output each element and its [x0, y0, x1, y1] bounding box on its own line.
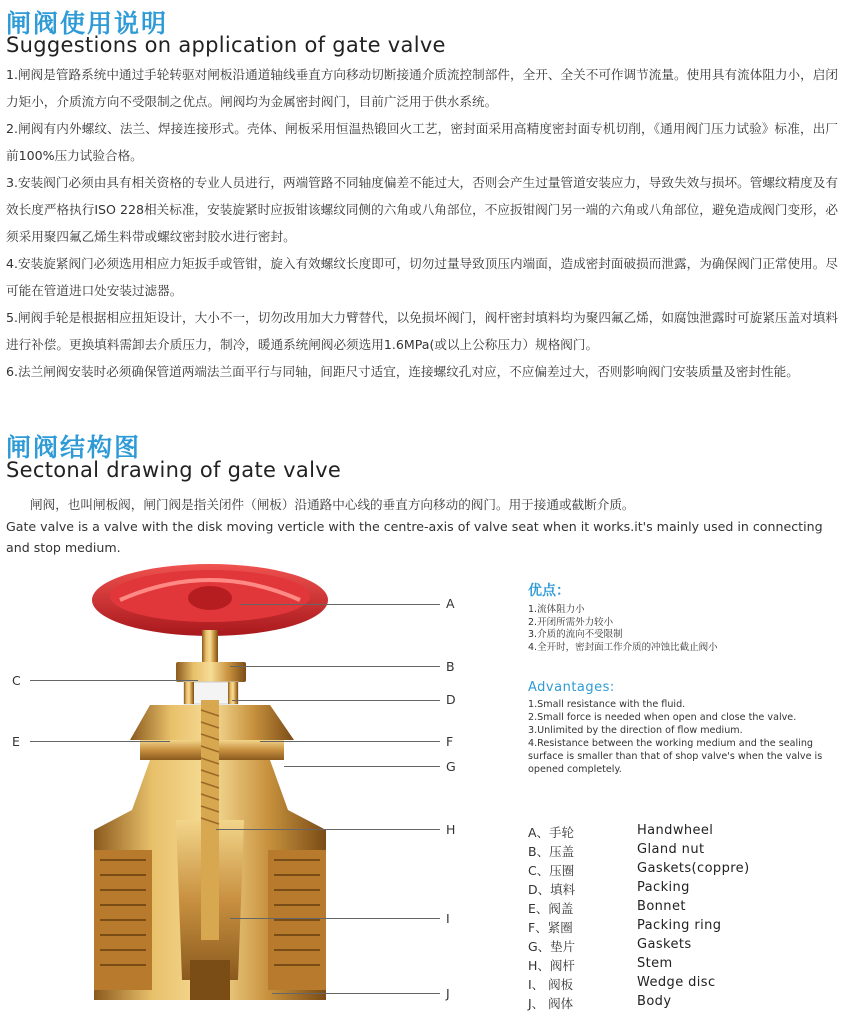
- advantages-title-cn: 优点：: [528, 583, 570, 599]
- advantage-cn-item: 1.流体阻力小: [528, 604, 585, 615]
- advantage-en-item: 4.Resistance between the working medium and the sealing surface is smaller than that of shop valve's when the valve is opened completely.: [528, 738, 823, 775]
- part-cn: F、紧圈: [528, 920, 573, 935]
- section2-title-cn: 闸阀结构图: [6, 433, 142, 462]
- part-cn: J、 阀体: [528, 996, 574, 1011]
- label-g: G: [446, 759, 456, 774]
- part-cn: G、垫片: [528, 939, 576, 954]
- label-a: A: [446, 596, 455, 611]
- part-cn: B、压盖: [528, 844, 575, 859]
- advantage-en-item: 3.Unlimited by the direction of flow medium.: [528, 725, 743, 736]
- handwheel-shape: [92, 564, 328, 636]
- label-d: D: [446, 692, 456, 707]
- part-cn: C、压圈: [528, 863, 575, 878]
- part-cn: H、阀杆: [528, 958, 575, 973]
- part-en: Wedge disc: [637, 975, 716, 990]
- label-b: B: [446, 659, 455, 674]
- part-en: Packing: [637, 880, 690, 895]
- label-i: I: [446, 911, 450, 926]
- advantage-cn-item: 2.开闭所需外力较小: [528, 616, 614, 628]
- part-cn: A、手轮: [528, 825, 575, 840]
- advantage-en-item: 1.Small resistance with the fluid.: [528, 699, 686, 710]
- usage-paragraph-3: 3.安装阀门必须由具有相关资格的专业人员进行，两端管路不同轴度偏差不能过大，否则会产生过量管道安装应力，导致失效与损坏。管螺纹精度及有效长度严格执行ISO 228相关标准，安装旋紧时应扳钳该螺纹同侧的六角或八角部位，不应扳钳阀门另一端的六角或八角部位，避免造成阀门变形，必须采用聚四氟乙烯生料带或螺纹密封胶水进行密封。: [6, 175, 838, 244]
- advantages-title-en: Advantages:: [528, 680, 615, 695]
- label-f: F: [446, 734, 454, 749]
- part-en: Packing ring: [637, 918, 722, 933]
- part-en: Bonnet: [637, 899, 686, 914]
- label-h: H: [446, 822, 456, 837]
- part-cn: I、 阀板: [528, 977, 574, 992]
- section2-title-en: Sectonal drawing of gate valve: [6, 458, 342, 482]
- advantage-cn-item: 4.全开时，密封面工作介质的冲蚀比截止阀小: [528, 641, 718, 653]
- part-en: Stem: [637, 956, 673, 971]
- usage-paragraph-2: 2.闸阀有内外螺纹、法兰、焊接连接形式。壳体、闸板采用恒温热锻回火工艺，密封面采用高精度密封面专机切削，《通用阀门压力试验》标准，出厂前100%压力试验合格。: [6, 121, 838, 163]
- section1-title-en: Suggestions on application of gate valve: [6, 33, 446, 57]
- usage-paragraph-1: 1.闸阀是管路系统中通过手轮转驱对闸板沿通道轴线垂直方向移动切断接通介质流控制部件，全开、全关不可作调节流量。使用具有流体阻力小，启闭力矩小，介质流方向不受限制之优点。闸阀均为金属密封阀门，目前广泛用于供水系统。: [6, 67, 838, 109]
- label-e: E: [12, 734, 20, 749]
- intro-text-en: Gate valve is a valve with the disk moving verticle with the centre-axis of valve seat when it works.it's mainly used in connecting and stop medium.: [6, 519, 823, 555]
- advantage-en-item: 2.Small force is needed when open and close the valve.: [528, 712, 797, 723]
- part-en: Gaskets: [637, 937, 692, 952]
- advantage-cn-item: 3.介质的流向不受限制: [528, 629, 623, 640]
- advantages-list-en: [528, 698, 842, 776]
- part-en: Handwheel: [637, 823, 714, 838]
- section1-title-cn: 闸阀使用说明: [6, 9, 169, 38]
- usage-paragraph-5: 5.闸阀手轮是根据相应扭矩设计，大小不一，切勿改用加大力臂替代，以免损坏阀门，阀杆密封填料均为聚四氟乙烯，如腐蚀泄露时可旋紧压盖对填料进行补偿。更换填料需卸去介质压力，制冷，暖通系统闸阀必须选用1.6MPa(或以上公称压力）规格阀门。: [6, 310, 838, 352]
- part-en: Body: [637, 994, 672, 1009]
- label-c: C: [12, 673, 21, 688]
- part-cn: D、填料: [528, 882, 576, 897]
- intro-text-cn: 闸阀，也叫闸板阀，闸门阀是指关闭件（闸板）沿通路中心线的垂直方向移动的阀门。用于接通或截断介质。: [30, 497, 635, 512]
- part-cn: E、阀盖: [528, 901, 574, 916]
- part-en: Gland nut: [637, 842, 705, 857]
- part-en: Gaskets(coppre): [637, 861, 750, 876]
- label-j: J: [446, 986, 450, 1001]
- usage-paragraph-4: 4.安装旋紧阀门必须选用相应力矩扳手或管钳，旋入有效螺纹长度即可，切勿过量导致顶压内端面，造成密封面破损而泄露，为确保阀门正常使用。尽可能在管道进口处安装过滤器。: [6, 256, 838, 298]
- gate-valve-drawing: [80, 560, 360, 1010]
- advantages-list-cn: [528, 604, 718, 654]
- usage-paragraph-6: 6.法兰闸阀安装时必须确保管道两端法兰面平行与同轴，间距尺寸适宜，连接螺纹孔对应，不应偏差过大，否则影响阀门安装质量及密封性能。: [6, 364, 799, 379]
